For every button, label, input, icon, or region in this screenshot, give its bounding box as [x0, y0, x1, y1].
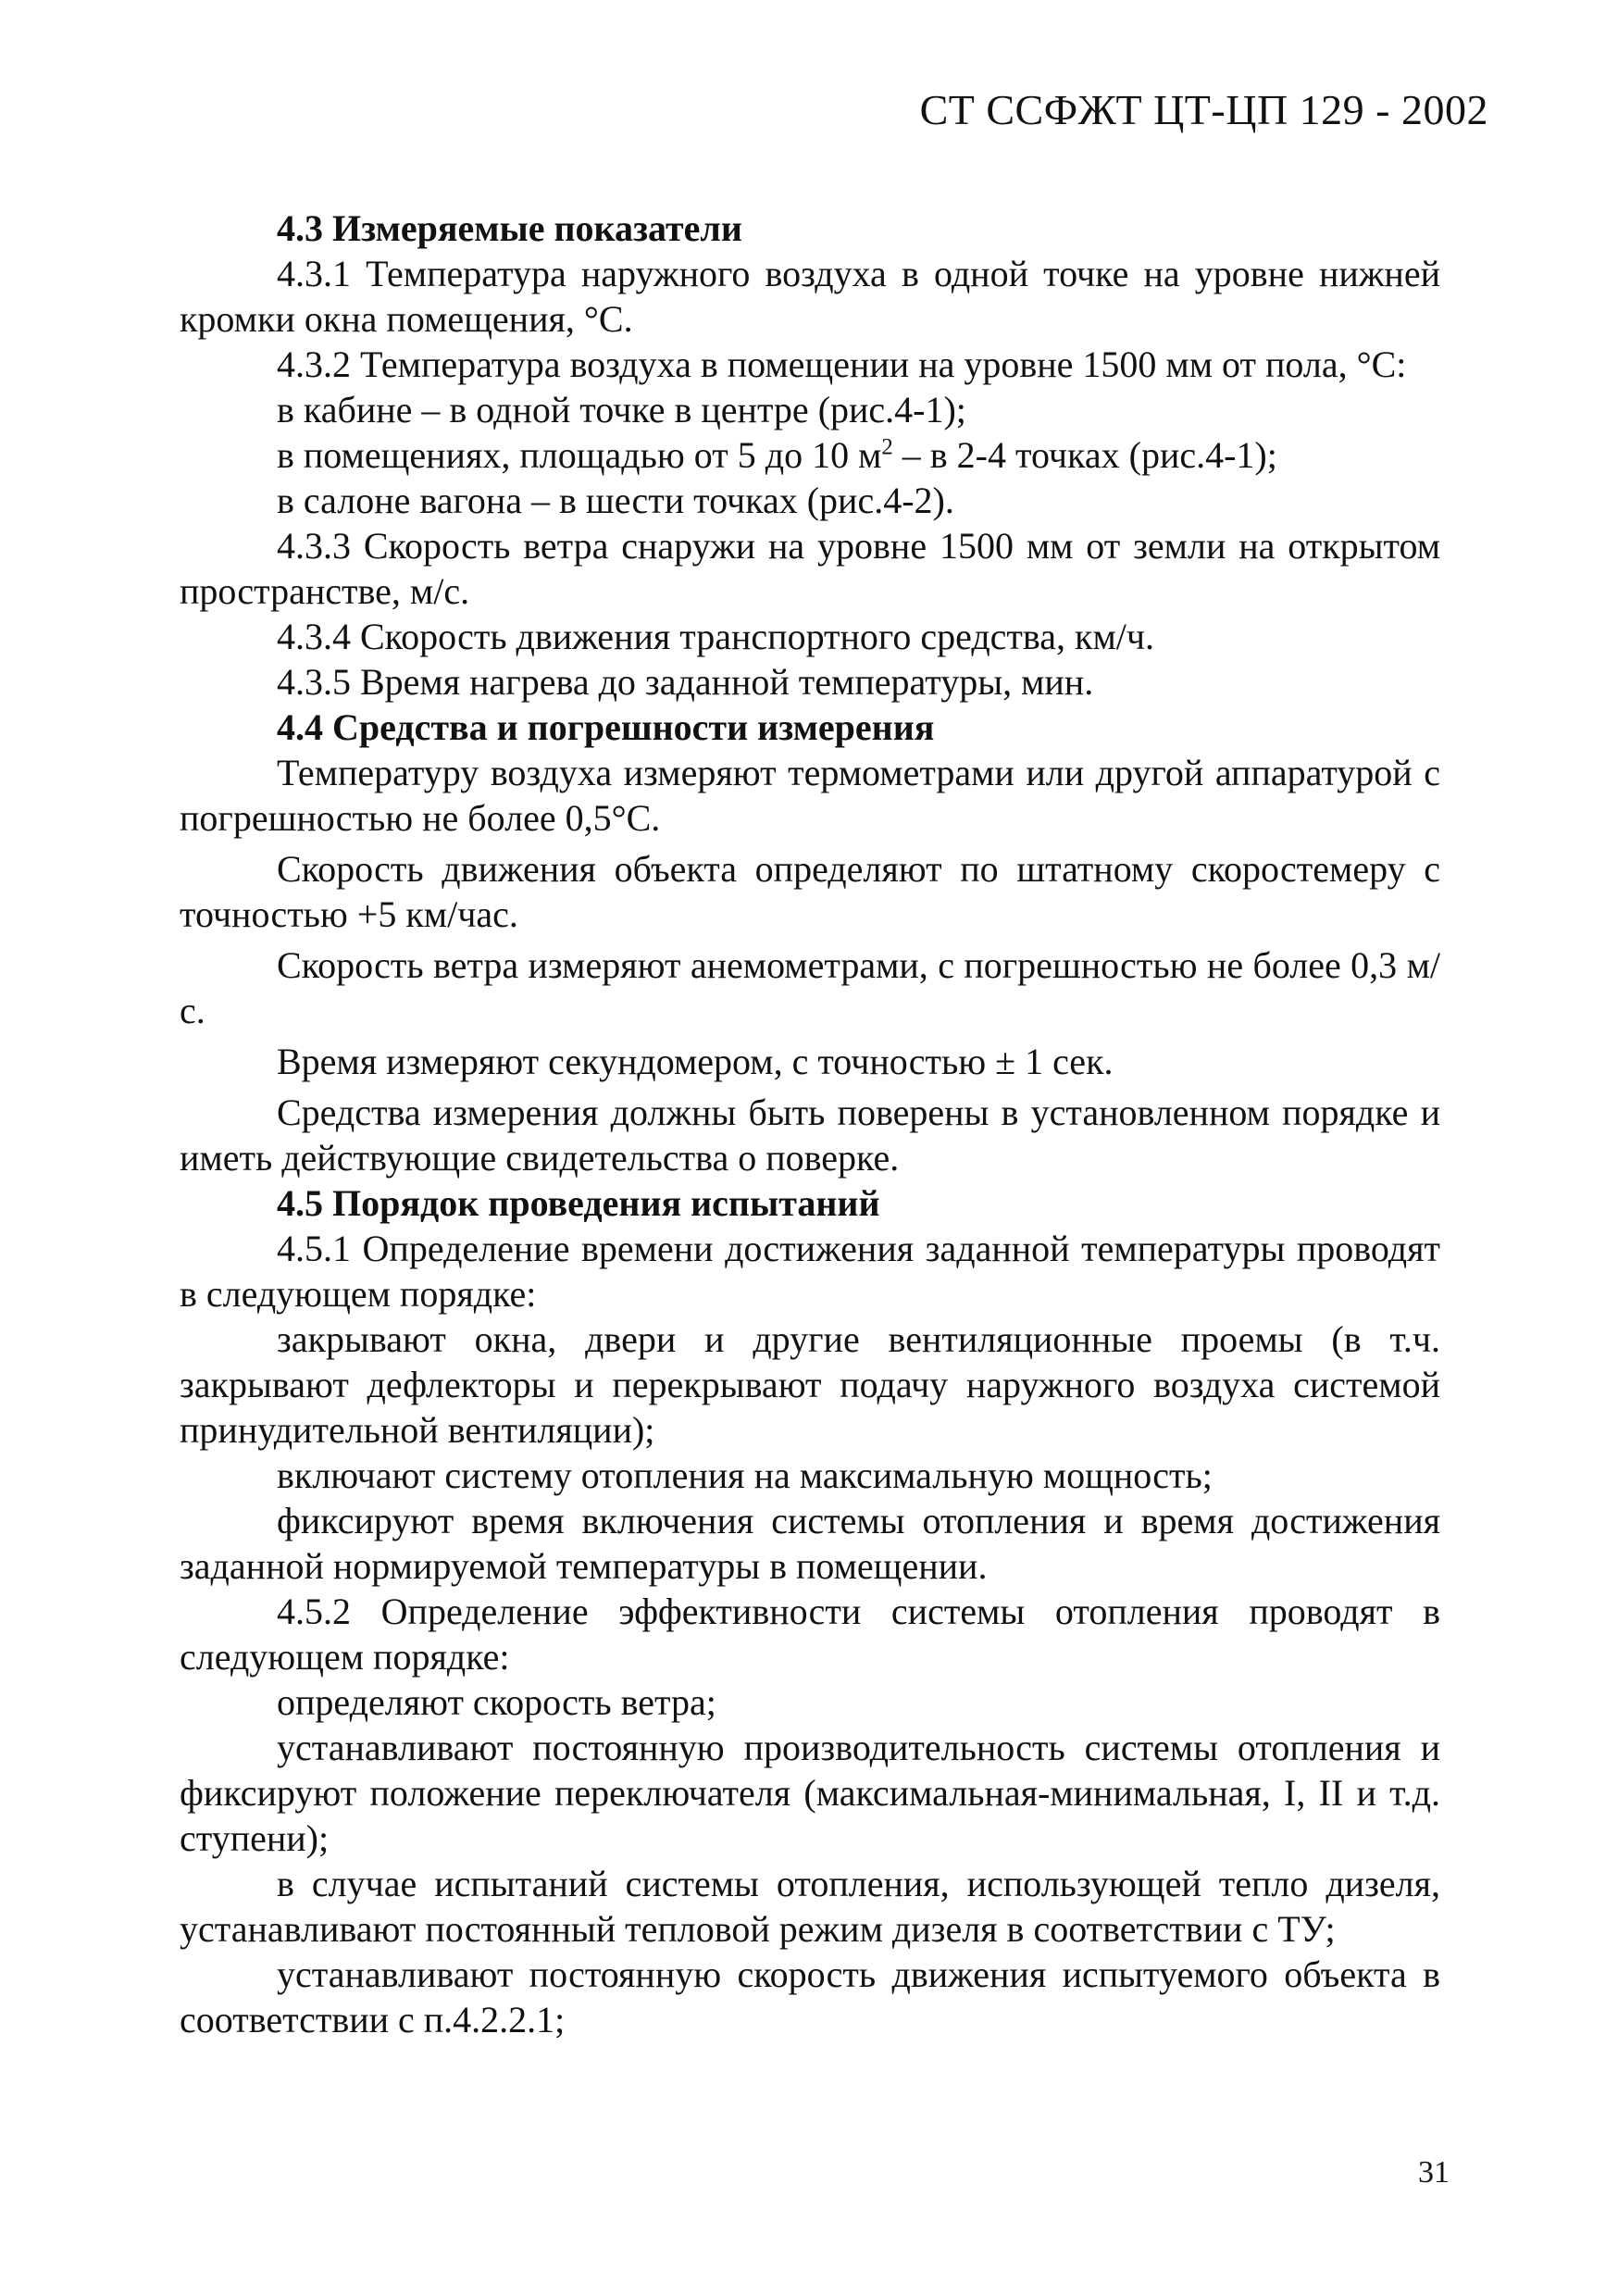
- paragraph-4-3-4: 4.3.4 Скорость движения транспортного средства, км/ч.: [277, 616, 1154, 657]
- section-heading-4-5: 4.5 Порядок проведения испытаний: [277, 1182, 880, 1224]
- section-heading-4-4: 4.4 Средства и погрешности измерения: [277, 706, 935, 748]
- paragraph-4-5-1: 4.5.1 Определение времени достижения заданной температуры проводят в следующем порядке:: [180, 1228, 1440, 1315]
- paragraph-4-4-verification: Средства измерения должны быть поверены в установленном порядке и иметь действующие свидетельства о поверке.: [180, 1092, 1440, 1179]
- list-item-cabin: в кабине – в одной точке в центре (рис.4-1);: [277, 389, 966, 430]
- paragraph-4-5-2: 4.5.2 Определение эффективности системы отопления проводят в следующем порядке:: [180, 1591, 1440, 1678]
- paragraph-4-3-1: 4.3.1 Температура наружного воздуха в одной точке на уровне нижней кромки окна помещения, °С.: [180, 253, 1440, 340]
- list-item-wind-speed: определяют скорость ветра;: [277, 1681, 716, 1723]
- rooms-superscript: 2: [881, 434, 893, 460]
- list-item-rooms: [180, 432, 1440, 478]
- section-heading-4-3: 4.3 Измеряемые показатели: [277, 207, 742, 249]
- list-item-close-openings: закрывают окна, двери и другие вентиляционные проемы (в т.ч. закрывают дефлекторы и перекрывают подачу наружного воздуха системой принудительной вентиляции);: [180, 1318, 1440, 1451]
- page-number: 31: [1418, 2155, 1450, 2190]
- list-item-record-time: фиксируют время включения системы отопления и время достижения заданной нормируемой температуры в помещении.: [180, 1500, 1440, 1587]
- list-item-salon: в салоне вагона – в шести точках (рис.4-2).: [277, 480, 954, 521]
- paragraph-4-3-2: 4.3.2 Температура воздуха в помещении на уровне 1500 мм от пола, °С:: [277, 343, 1407, 385]
- paragraph-4-4-wind: Скорость ветра измеряют анемометрами, с погрешностью не более 0,3 м/с.: [180, 944, 1440, 1031]
- list-item-constant-speed: устанавливают постоянную скорость движения испытуемого объекта в соответствии с п.4.2.2.1;: [180, 1953, 1440, 2040]
- rooms-text-end: – в 2-4 точках (рис.4-1);: [892, 434, 1277, 476]
- paragraph-4-4-temperature: Температуру воздуха измеряют термометрами или другой аппаратурой с погрешностью не более 0,5°С.: [180, 752, 1440, 839]
- paragraph-4-4-time: Время измеряют секундомером, с точностью ± 1 сек.: [277, 1041, 1114, 1082]
- paragraph-4-4-speed: Скорость движения объекта определяют по штатному скоростемеру с точностью +5 км/час.: [180, 848, 1440, 935]
- rooms-text-start: в помещениях, площадью от 5 до 10 м: [277, 434, 882, 476]
- paragraph-4-3-5: 4.3.5 Время нагрева до заданной температуры, мин.: [277, 661, 1094, 703]
- document-code-header: СТ ССФЖТ ЦТ-ЦП 129 - 2002: [919, 86, 1488, 133]
- list-item-diesel-mode: в случае испытаний системы отопления, использующей тепло дизеля, устанавливают постоянный тепловой режим дизеля в соответствии с ТУ;: [180, 1863, 1440, 1950]
- document-body: [180, 206, 1440, 2042]
- list-item-enable-heating: включают систему отопления на максимальную мощность;: [277, 1454, 1213, 1496]
- list-item-constant-output: устанавливают постоянную производительность системы отопления и фиксируют положение переключателя (максимальная-минимальная, I, II и т.д. ступени);: [180, 1727, 1440, 1859]
- paragraph-4-3-3: 4.3.3 Скорость ветра снаружи на уровне 1500 мм от земли на открытом пространстве, м/с.: [180, 525, 1440, 612]
